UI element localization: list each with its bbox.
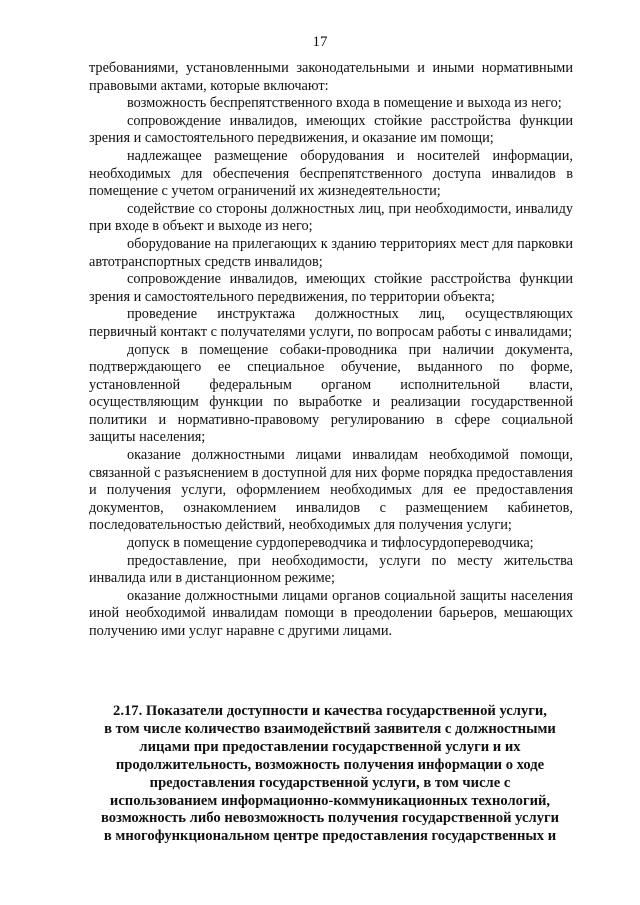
paragraph: предоставление, при необходимости, услуги по месту жительства инвалида или в дистанционном режиме; — [89, 552, 573, 587]
paragraph: возможность беспрепятственного входа в помещение и выхода из него; — [127, 95, 562, 112]
paragraph: проведение инструктажа должностных лиц, осуществляющих первичный контакт с получателями услуги, по вопросам работы с инвалидами; — [89, 306, 573, 340]
paragraph: оборудование на прилегающих к зданию территориях мест для парковки автотранспортных средств инвалидов; — [89, 235, 573, 270]
paragraph: оказание должностными лицами органов социальной защиты населения иной необходимой инвалидам помощи в преодолении барьеров, мешающих получению ими услуг наравне с другими лицами. — [89, 587, 573, 639]
body-text — [89, 60, 573, 641]
page-number: 17 — [312, 34, 328, 50]
heading-line: в многофункциональном центре предоставления государственных и — [103, 828, 557, 845]
heading-line: продолжительность, возможность получения информации о ходе — [115, 756, 545, 773]
paragraph: допуск в помещение сурдопереводчика и тифлосурдопереводчика; — [127, 535, 534, 552]
heading-line: использованием информационно-коммуникационных технологий, — [109, 792, 551, 809]
paragraph: допуск в помещение собаки-проводника при наличии документа, подтверждающего ее специальное обучение, выданного по форме, установленной федеральным органом исполнительной власти, осуществляющим функции по выработке и реализации государственной политики и нормативно-правовому регулированию в сфере социальной защиты населения; — [89, 341, 573, 446]
paragraph: требованиями, установленными законодательными и иными нормативными правовыми актами, которые включают: — [89, 60, 573, 94]
heading-line: в том числе количество взаимодействий заявителя с должностными — [104, 720, 556, 737]
paragraph: надлежащее размещение оборудования и носителей информации, необходимых для обеспечения беспрепятственного доступа инвалидов в помещение с учетом ограничений их жизнедеятельности; — [89, 147, 573, 200]
heading-line: 2.17. Показатели доступности и качества государственной услуги, — [113, 703, 547, 719]
paragraph: сопровождение инвалидов, имеющих стойкие расстройства функции зрения и самостоятельного передвижения, и оказание им помощи; — [89, 112, 573, 147]
section-heading — [84, 703, 576, 846]
paragraph: оказание должностными лицами инвалидам необходимой помощи, связанной с разъяснением в доступной для них форме порядка предоставления и получения услуги, оформлением необходимых для ее предоставления документов, ознакомлением инвалидов с размещением кабинетов, последовательностью действий, необходимых для получения услуги; — [89, 447, 573, 534]
heading-line: возможность либо невозможность получения государственной услуги — [100, 810, 560, 827]
paragraph: сопровождение инвалидов, имеющих стойкие расстройства функции зрения и самостоятельного передвижения, по территории объекта; — [89, 271, 573, 305]
heading-line: предоставления государственной услуги, в том числе с — [149, 774, 511, 791]
paragraph: содействие со стороны должностных лиц, при необходимости, инвалиду при входе в объект и выходе из него; — [89, 200, 573, 235]
heading-line: лицами при предоставлении государственной услуги и их — [139, 738, 521, 755]
